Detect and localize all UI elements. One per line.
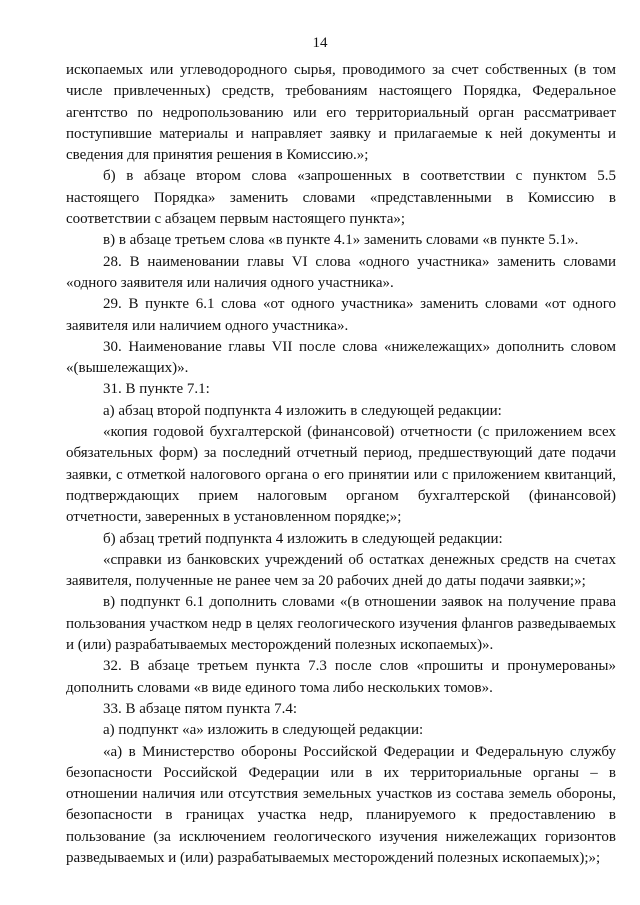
- paragraph: 29. В пункте 6.1 слова «от одного участника» заменить словами «от одного заявителя или наличием одного участника».: [66, 296, 616, 334]
- document-body: [66, 60, 616, 869]
- paragraph: ископаемых или углеводородного сырья, проводимого за счет собственных (в том числе привлеченных) средств, требованиям настоящего Порядка, Федеральное агентство по недропользованию или его территориальный орган рассматривает поступившие материалы и направляет заявку и прилагаемые к ней документы и сведения для принятия решения в Комиссию.»;: [66, 62, 616, 164]
- page-number: 14: [312, 35, 328, 51]
- paragraph: а) подпункт «а» изложить в следующей редакции:: [103, 722, 424, 739]
- paragraph: 31. В пункте 7.1:: [103, 381, 210, 398]
- paragraph: «а) в Министерство обороны Российской Федерации и Федеральную службу безопасности Российской Федерации или в их территориальные органы – в отношении наличия или отсутствия земельных участков из состава земель обороны, безопасности в границах участка недр, планируемого к предоставлению в пользование (за исключением геологического изучения нижележащих горизонтов разведываемых и (или) разрабатываемых месторождений полезных ископаемых);»;: [66, 743, 616, 866]
- paragraph: 32. В абзаце третьем пункта 7.3 после слов «прошиты и пронумерованы» дополнить словами «в виде единого тома либо нескольких томов».: [66, 658, 616, 696]
- paragraph: в) в абзаце третьем слова «в пункте 4.1» заменить словами «в пункте 5.1».: [103, 232, 579, 249]
- paragraph: «копия годовой бухгалтерской (финансовой) отчетности (с приложением всех обязательных форм) за последний отчетный период, предшествующий дате подачи заявки, с отметкой налогового органа о его принятии или с приложением квитанций, подтверждающих прием налоговым органом бухгалтерской (финансовой) отчетности, заверенных в установленном порядке;»;: [66, 424, 616, 526]
- paragraph: 33. В абзаце пятом пункта 7.4:: [103, 700, 298, 717]
- paragraph: б) в абзаце втором слова «запрошенных в соответствии с пунктом 5.5 настоящего Порядка» заменить словами «представленными в Комиссию в соответствии с абзацем первым настоящего пункта»;: [66, 168, 616, 228]
- paragraph: в) подпункт 6.1 дополнить словами «(в отношении заявок на получение права пользования участком недр в целях геологического изучения флангов разведываемых и (или) разрабатываемых месторождений полезных ископаемых)».: [66, 594, 616, 654]
- paragraph: «справки из банковских учреждений об остатках денежных средств на счетах заявителя, полученные не ранее чем за 20 рабочих дней до даты подачи заявки;»;: [66, 551, 616, 590]
- paragraph: а) абзац второй подпункта 4 изложить в следующей редакции:: [103, 402, 502, 419]
- paragraph: 28. В наименовании главы VI слова «одного участника» заменить словами «одного заявителя или наличия одного участника».: [66, 253, 616, 291]
- paragraph: б) абзац третий подпункта 4 изложить в следующей редакции:: [103, 530, 503, 547]
- paragraph: 30. Наименование главы VII после слова «нижележащих» дополнить словом «(вышележащих)».: [66, 338, 616, 377]
